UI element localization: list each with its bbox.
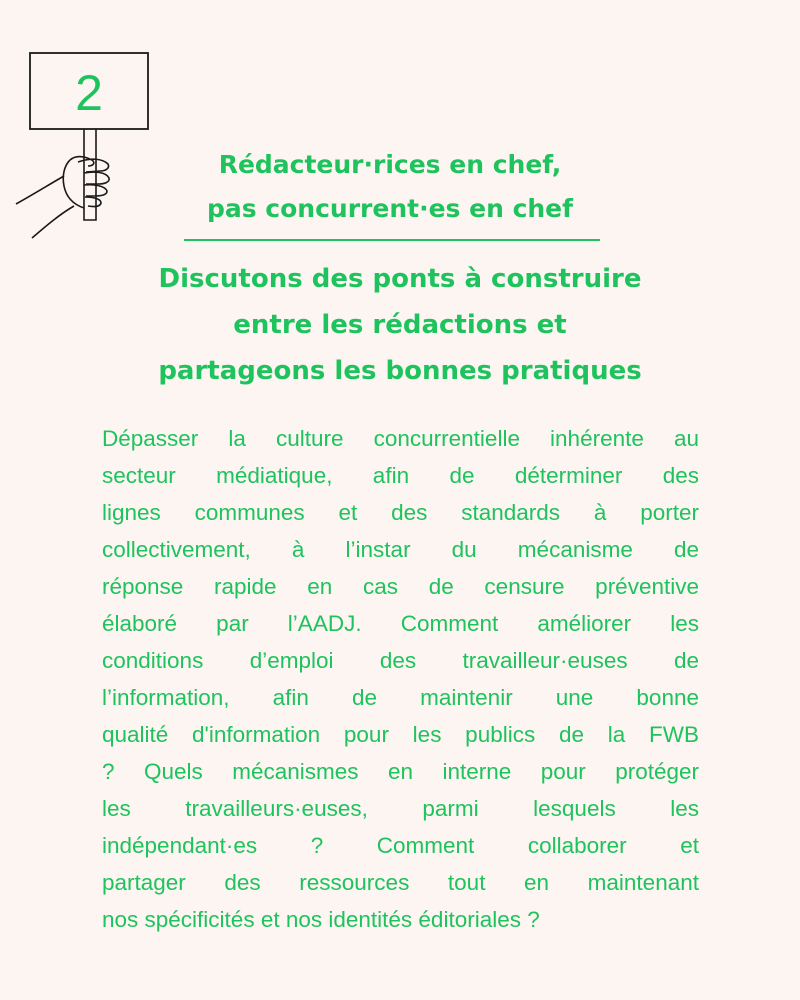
body-line-8: l’information, afin de maintenir une bonne [102, 685, 699, 710]
sign-number: 2 [75, 65, 103, 121]
body-line-6: élaboré par l’AADJ. Comment améliorer les [102, 611, 699, 636]
page-title [160, 143, 620, 231]
body-line-12: indépendant·es ? Comment collaborer et [102, 833, 699, 858]
body-line-4: collectivement, à l’instar du mécanisme de [102, 537, 699, 562]
title-divider [184, 239, 600, 241]
body-line-2: secteur médiatique, afin de déterminer des [102, 463, 699, 488]
body-paragraph [102, 420, 699, 938]
subtitle [60, 256, 740, 394]
body-line-5: réponse rapide en cas de censure préventive [102, 574, 699, 599]
body-line-7: conditions d’emploi des travailleur·euses de [102, 648, 699, 673]
subtitle-line-2: entre les rédactions et [233, 310, 567, 340]
body-line-11: les travailleurs·euses, parmi lesquels les [102, 796, 699, 821]
subtitle-line-3: partageons les bonnes pratiques [158, 356, 642, 386]
body-line-13: partager des ressources tout en maintenant [102, 870, 699, 895]
body-line-1: Dépasser la culture concurrentielle inhérente au [102, 426, 699, 451]
title-line-2: pas concurrent·es en chef [206, 194, 574, 223]
body-line-14: nos spécificités et nos identités éditoriales ? [102, 907, 540, 932]
body-line-9: qualité d'information pour les publics de la FWB [102, 722, 699, 747]
body-line-3: lignes communes et des standards à porter [102, 500, 699, 525]
title-line-1: Rédacteur·rices en chef, [218, 150, 562, 179]
body-line-10: ? Quels mécanismes en interne pour protéger [102, 759, 699, 784]
subtitle-line-1: Discutons des ponts à construire [158, 264, 642, 294]
